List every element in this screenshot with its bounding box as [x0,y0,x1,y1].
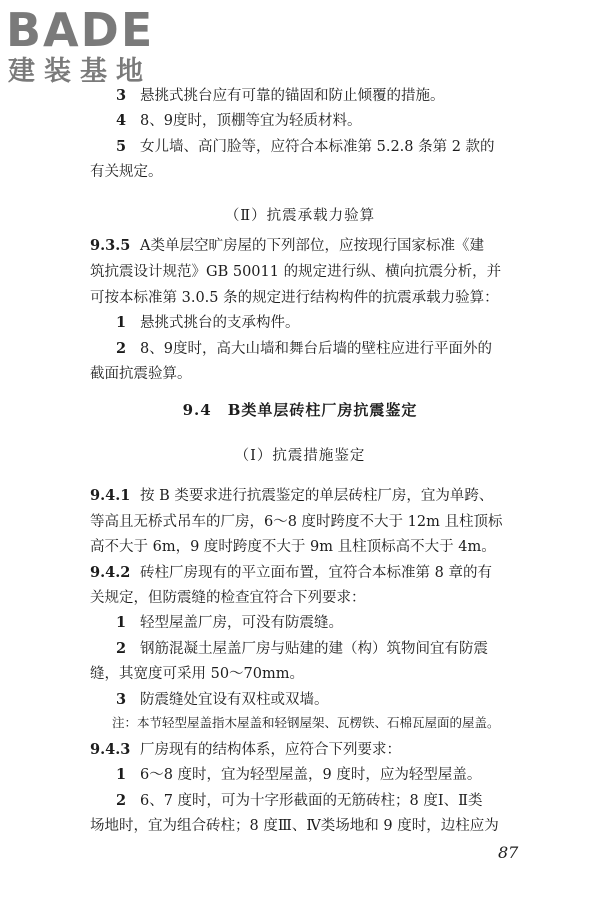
logo-wordmark: BADE [6,3,155,57]
section-title: 9.4 B类单层砖柱厂房抗震鉴定 [182,401,418,419]
sub-heading: （Ⅰ）抗震措施鉴定 [234,448,366,464]
bade-logo [6,4,176,92]
page-number: 87 [498,843,519,862]
logo-subtitle: 建装基地 [8,56,152,87]
document-page: BADE 建装基地 3 悬挑式挑台应有可靠的锚固和防止倾覆的措施。 4 8、9度时，顶棚等宜为轻质材料。 5 女儿墙、高门脸等，应符合本标准第 5.2.8 条第 2 款的 有关规定。 （Ⅱ）抗震承载力验算 9.3.5 A类单层空旷房屋的下列部位，应按现行国家标准《建 筑抗震设计规范》GB 50011 的规定进行纵、横向抗震分析，并 可按本标准第 3.0.5 条的规定进行结构构件的抗震承载力验算： 1 悬挑式挑台的支承构件。 2 8、9度时，高大山墙和舞台后墙的壁柱应进行平面外的 截面抗震验算。 9.4 B类单层砖柱厂房抗震鉴定 （Ⅰ）抗震措施鉴定 9.4.1 按 B 类要求进行抗震鉴定的单层砖柱厂房，宜为单跨、 等高且无桥式吊车的厂房，6～8 度时跨度不大于 12m 且柱顶标 高不大于 6m，9 度时跨度不大于 9m 且柱顶标高不大于 4m。 9.4.2 砖柱厂房现有的平立面布置，宜符合本标准第 8 章的有 关规定，但防震缝的检查宜符合下列要求： 1 轻型屋盖厂房，可没有防震缝。 2 钢筋混凝土屋盖厂房与贴建的建（构）筑物间宜有防震 缝，其宽度可采用 50～70mm。 3 防震缝处宜设有双柱或双墙。 注：本节轻型屋盖指木屋盖和轻钢屋架、瓦楞铁、石棉瓦屋面的屋盖。 9.4.3 厂房现有的结构体系，应符合下列要求： 1 6～8 度时，宜为轻型屋盖，9 度时，应为轻型屋盖。 2 6、7 度时，可为十字形截面的无筋砖柱；8 度Ⅰ、Ⅱ类 场地时，宜为组合砖柱；8 度Ⅲ、Ⅳ类场地和 9 度时，边柱应为 87 [0,0,600,900]
sub-heading: （Ⅱ）抗震承载力验算 [224,208,376,224]
